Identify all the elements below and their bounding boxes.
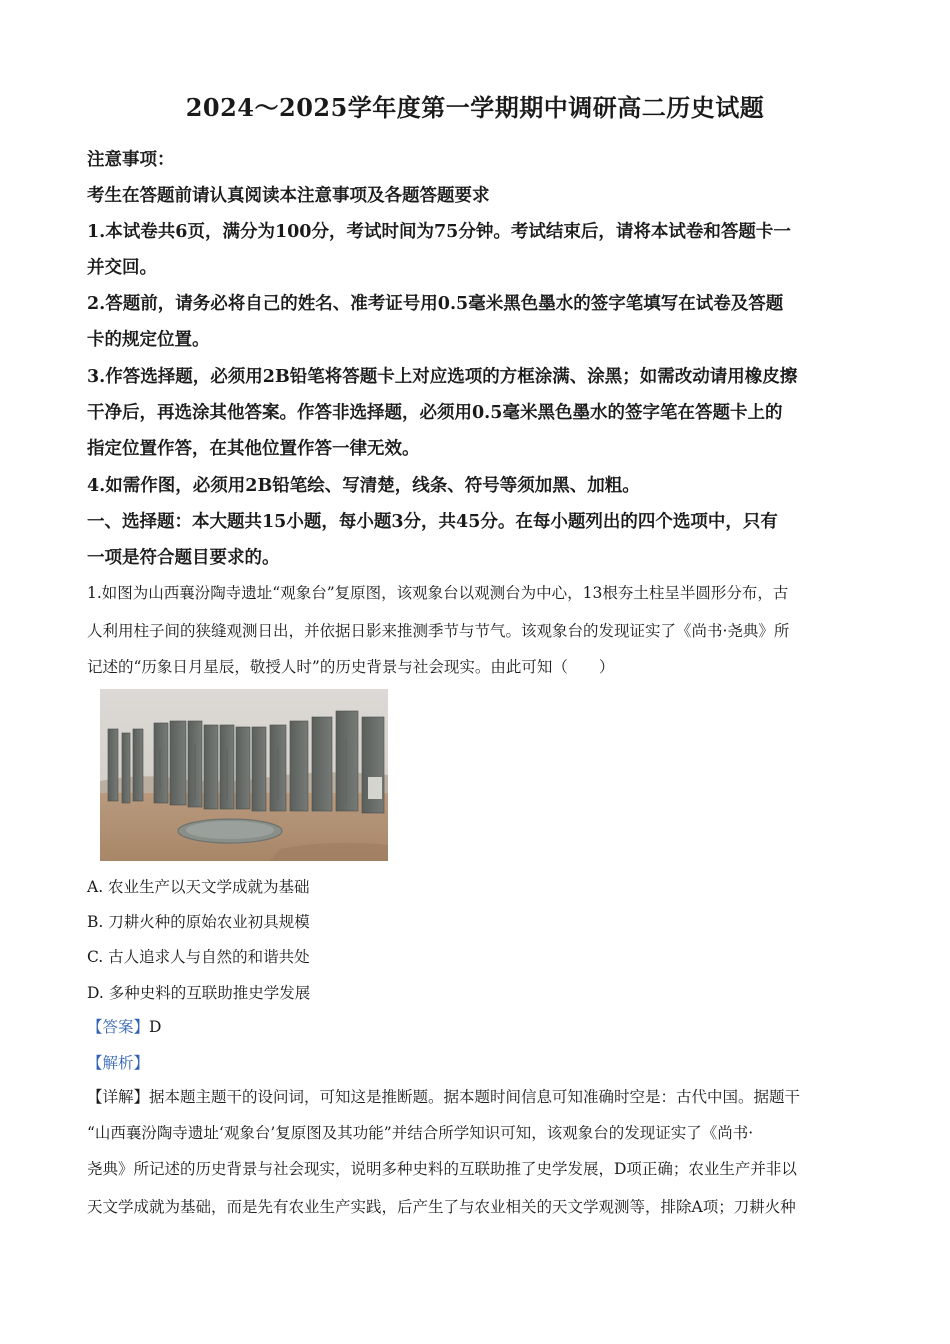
option-c: C. 古人追求人与自然的和谐共处 xyxy=(87,948,310,966)
question-stem-line: 记述的“历象日月星辰，敬授人时”的历史背景与社会现实。由此可知（ ） xyxy=(87,658,615,676)
notice-line: 指定位置作答，在其他位置作答一律无效。 xyxy=(87,439,420,459)
analysis-line: “山西襄汾陶寺遗址‘观象台’复原图及其功能”并结合所学知识可知，该观象台的发现证实了《尚书· xyxy=(87,1124,754,1142)
section-heading: 一、选择题：本大题共15小题，每小题3分，共45分。在每小题列出的四个选项中，只有 xyxy=(87,512,778,532)
notice-heading: 注意事项： xyxy=(87,150,175,170)
notice-line: 1.本试卷共6页，满分为100分，考试时间为75分钟。考试结束后，请将本试卷和答题卡一 xyxy=(87,222,791,242)
section-heading: 一项是符合题目要求的。 xyxy=(87,548,280,568)
answer-value: D xyxy=(149,1018,162,1036)
notice-line: 并交回。 xyxy=(87,258,157,278)
analysis-line: 尧典》所记述的历史背景与社会现实，说明多种史料的互联助推了史学发展，D项正确；农业生产并非以 xyxy=(87,1160,797,1178)
notice-line: 卡的规定位置。 xyxy=(87,330,210,350)
analysis-label: 【解析】 xyxy=(87,1054,150,1072)
observatory-photo xyxy=(100,689,388,861)
notice-line: 2.答题前，请务必将自己的姓名、准考证号用0.5毫米黑色墨水的签字笔填写在试卷及答题 xyxy=(87,294,784,314)
answer-line xyxy=(87,1010,161,1044)
option-a: A. 农业生产以天文学成就为基础 xyxy=(87,878,310,896)
analysis-line: 【详解】据本题主题干的设问词，可知这是推断题。据本题时间信息可知准确时空是：古代中国。据题干 xyxy=(87,1088,801,1106)
question-stem-line: 1.如图为山西襄汾陶寺遗址“观象台”复原图，该观象台以观测台为中心，13根夯土柱呈半圆形分布，古 xyxy=(87,584,789,602)
page-title: 2024～2025学年度第一学期期中调研高二历史试题 xyxy=(185,93,765,122)
option-d: D. 多种史料的互联助推史学发展 xyxy=(87,984,311,1002)
notice-line: 干净后，再选涂其他答案。作答非选择题，必须用0.5毫米黑色墨水的签字笔在答题卡上的 xyxy=(87,403,783,423)
option-b: B. 刀耕火种的原始农业初具规模 xyxy=(87,913,310,931)
answer-label: 【答案】 xyxy=(87,1018,150,1036)
notice-line: 3.作答选择题，必须用2B铅笔将答题卡上对应选项的方框涂满、涂黑；如需改动请用橡皮擦 xyxy=(87,367,798,387)
question-stem-line: 人利用柱子间的狭缝观测日出，并依据日影来推测季节与节气。该观象台的发现证实了《尚书·尧典》所 xyxy=(87,622,790,640)
notice-intro: 考生在答题前请认真阅读本注意事项及各题答题要求 xyxy=(87,186,490,206)
notice-line: 4.如需作图，必须用2B铅笔绘、写清楚，线条、符号等须加黑、加粗。 xyxy=(87,476,640,496)
analysis-line: 天文学成就为基础，而是先有农业生产实践，后产生了与农业相关的天文学观测等，排除A项；刀耕火种 xyxy=(87,1198,796,1216)
